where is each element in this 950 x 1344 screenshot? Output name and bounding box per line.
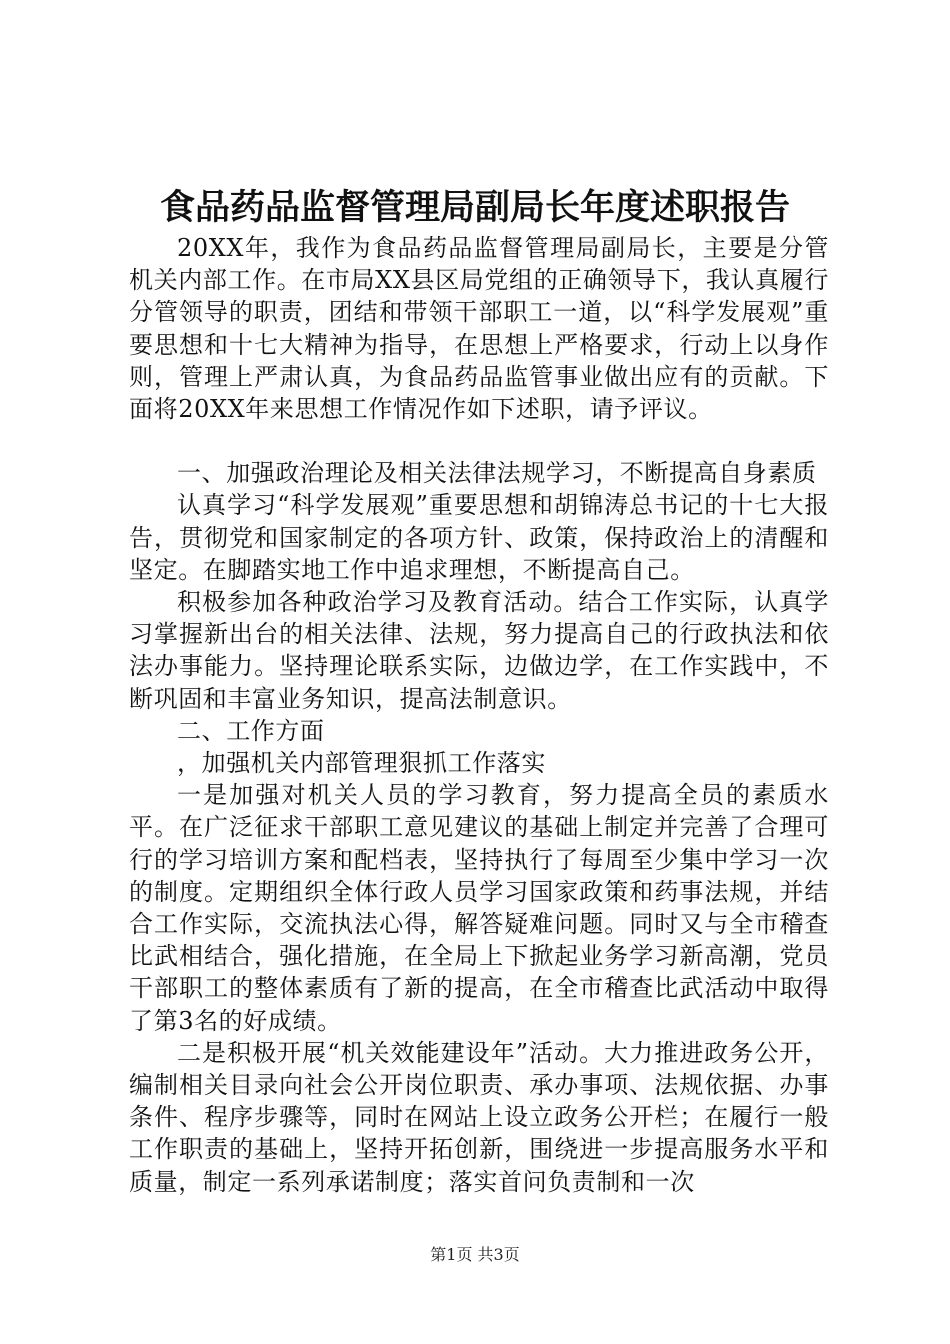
document-body [129, 232, 829, 1198]
page-number: 第1页 共3页 [430, 1245, 520, 1264]
paragraph-spacer [129, 425, 829, 457]
subsection-heading: ，加强机关内部管理狠抓工作落实 [177, 749, 546, 778]
document-title: 食品药品监督管理局副局长年度述职报告 [159, 187, 790, 228]
paragraph-training: 一是加强对机关人员的学习教育，努力提高全员的素质水平。在广泛征求干部职工意见建议的基础上制定并完善了合理可行的学习培训方案和配档表，坚持执行了每周至少集中学习一次的制度。定期组织全体行政人员学习国家政策和药事法规，并结合工作实际，交流执法心得，解答疑难问题。同时又与全市稽查比武相结合，强化措施，在全局上下掀起业务学习新高潮，党员干部职工的整体素质有了新的提高，在全市稽查比武活动中取得了第3名的好成绩。 [129, 781, 829, 1035]
paragraph-efficiency: 二是积极开展“机关效能建设年”活动。大力推进政务公开，编制相关目录向社会公开岗位职责、承办事项、法规依据、办事条件、程序步骤等，同时在网站上设立政务公开栏；在履行一般工作职责的基础上，坚持开拓创新，围绕进一步提高服务水平和质量，制定一系列承诺制度；落实首问负责制和一次 [129, 1038, 829, 1196]
paragraph-education: 积极参加各种政治学习及教育活动。结合工作实际，认真学习掌握新出台的相关法律、法规，努力提高自己的行政执法和依法办事能力。坚持理论联系实际，边做边学，在工作实践中，不断巩固和丰富业务知识，提高法制意识。 [129, 588, 829, 713]
section-heading-1: 一、加强政治理论及相关法律法规学习，不断提高自身素质 [177, 459, 817, 488]
paragraph-intro: 20XX年，我作为食品药品监督管理局副局长，主要是分管机关内部工作。在市局XX县区局党组的正确领导下，我认真履行分管领导的职责，团结和带领干部职工一道，以“科学发展观”重要思想和十七大精神为指导，在思想上严格要求，行动上以身作则，管理上严肃认真，为食品药品监管事业做出应有的贡献。下面将20XX年来思想工作情况作如下述职，请予评议。 [129, 234, 829, 424]
section-heading-2: 二、工作方面 [177, 716, 325, 745]
paragraph-study: 认真学习“科学发展观”重要思想和胡锦涛总书记的十七大报告，贯彻党和国家制定的各项方针、政策，保持政治上的清醒和坚定。在脚踏实地工作中追求理想，不断提高自己。 [129, 491, 829, 584]
